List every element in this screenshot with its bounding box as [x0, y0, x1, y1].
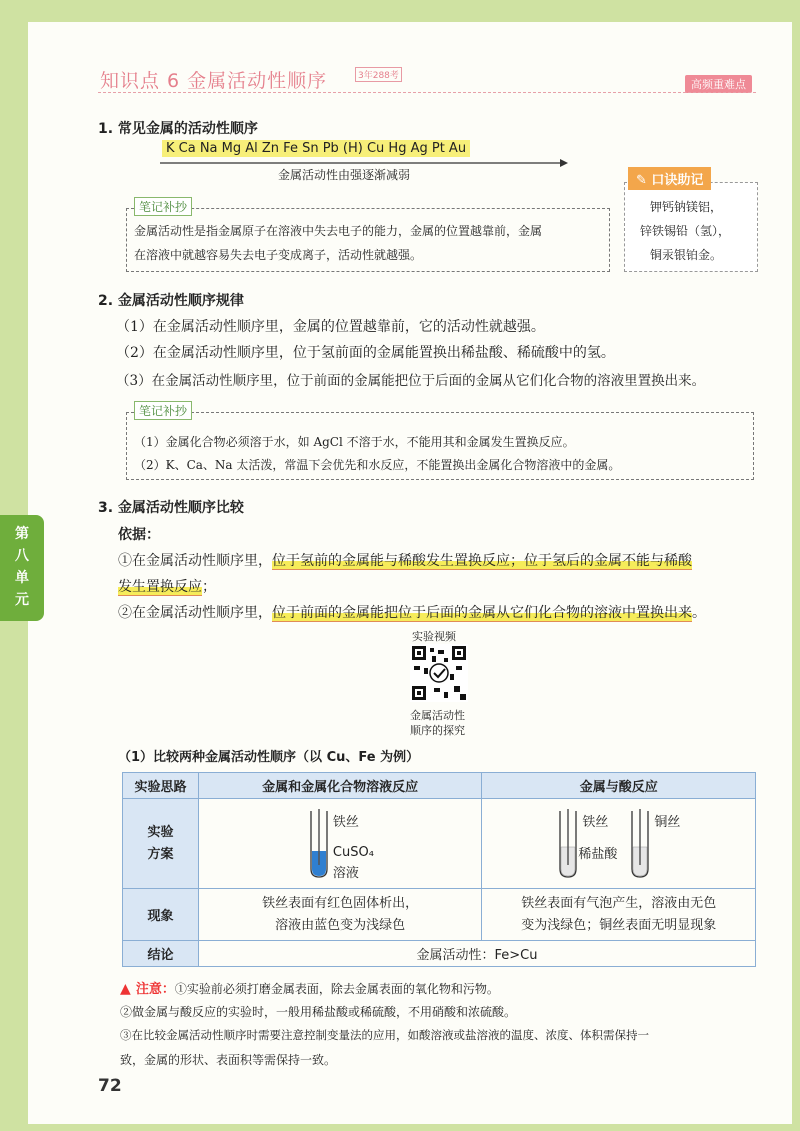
warning-icon: ▲ — [120, 981, 131, 997]
table-row-plan — [123, 799, 756, 889]
th-col2: 金属与酸反应 — [482, 773, 756, 799]
unit-side-tab-label: 第八单元 — [15, 526, 29, 608]
test-tube-icon — [556, 807, 580, 881]
test-tube-icon — [628, 807, 652, 881]
video-caption-1: 金属活动性 — [410, 709, 465, 722]
table-row-phenomenon — [123, 889, 756, 941]
rule-1: （1）在金属活动性顺序里，金属的位置越靠前，它的活动性就越强。 — [116, 319, 545, 335]
th-idea: 实验思路 — [123, 773, 199, 799]
phen-cell-2: 铁丝表面有气泡产生，溶液由无色 变为浅绿色；铜丝表面无明显现象 — [482, 889, 756, 941]
note1-line2: 在溶液中就越容易失去电子变成离子，活动性就越强。 — [134, 248, 423, 262]
qr-code-icon[interactable] — [410, 644, 468, 702]
table-row-conclusion — [123, 941, 756, 967]
basis-label: 依据： — [118, 527, 160, 543]
mnemonic-title: ✎ 口诀助记 — [628, 167, 711, 190]
table-header-row — [123, 773, 756, 799]
row-label-phenomenon: 现象 — [123, 889, 199, 941]
note2-line1: （1）金属化合物必须溶于水，如 AgCl 不溶于水，不能用其和金属发生置换反应。 — [134, 435, 575, 449]
plan1-solution-2: 溶液 — [332, 866, 359, 881]
conclusion-cell: 金属活动性：Fe>Cu — [198, 941, 755, 967]
mnemonic-line-3: 铜汞银铂金。 — [650, 248, 723, 262]
warning-line-3a: ③在比较金属活动性顺序时需要注意控制变量法的应用，如酸溶液或盐溶液的温度、浓度、体积需保持一 — [120, 1028, 649, 1042]
basis-1-highlight: 位于氢前的金属能与稀酸发生置换反应；位于氢后的金属不能与稀酸 — [272, 553, 692, 569]
sec2-title: 2. 金属活动性顺序规律 — [98, 293, 244, 309]
note-tag-2: 笔记补抄 — [134, 401, 192, 420]
mnemonic-line-2: 锌铁锡铅（氢）， — [640, 224, 731, 238]
plan2-wire2: 铜丝 — [654, 815, 681, 830]
plan2-wire1: 铁丝 — [582, 815, 609, 830]
section-title: 知识点 6 金属活动性顺序 — [100, 70, 328, 92]
warning-line-1: ▲ 注意：①实验前必须打磨金属表面，除去金属表面的氧化物和污物。 — [120, 981, 499, 997]
plan2-acid: 稀盐酸 — [578, 847, 618, 862]
th-col1: 金属和金属化合物溶液反应 — [198, 773, 482, 799]
exam-count-badge: 3年288考 — [355, 67, 402, 82]
sec1-title: 1. 常见金属的活动性顺序 — [98, 121, 258, 137]
basis-1-line1: ①在金属活动性顺序里，位于氢前的金属能与稀酸发生置换反应；位于氢后的金属不能与稀酸 — [118, 553, 692, 569]
basis-2: ②在金属活动性顺序里，位于前面的金属能把位于后面的金属从它们化合物的溶液中置换出来。 — [118, 605, 706, 621]
page-number: 72 — [98, 1076, 122, 1096]
plan-cell-1 — [198, 799, 482, 889]
note1-line1: 金属活动性是指金属原子在溶液中失去电子的能力，金属的位置越靠前，金属 — [134, 224, 543, 238]
basis-1-line2: 发生置换反应； — [118, 579, 216, 595]
warning-line-2: ②做金属与酸反应的实验时，一般用稀盐酸或稀硫酸，不用硝酸和浓硫酸。 — [120, 1005, 517, 1019]
rule-2: （2）在金属活动性顺序里，位于氢前面的金属能置换出稀盐酸、稀硫酸中的氢。 — [116, 345, 615, 361]
video-caption-2: 顺序的探究 — [410, 724, 465, 737]
sub1-title: （1）比较两种金属活动性顺序（以 Cu、Fe 为例） — [118, 750, 420, 765]
rule-3: （3）在金属活动性顺序里，位于前面的金属能把位于后面的金属从它们化合物的溶液里置换出来。 — [116, 373, 706, 389]
basis-2-highlight: 位于前面的金属能把位于后面的金属从它们化合物的溶液中置换出来 — [272, 605, 692, 621]
sec3-title: 3. 金属活动性顺序比较 — [98, 500, 244, 516]
plan1-solution: CuSO₄ — [332, 845, 374, 860]
mnemonic-line-1: 钾钙钠镁铝， — [650, 200, 723, 214]
unit-side-tab[interactable] — [0, 515, 44, 621]
test-tube-icon — [307, 807, 331, 881]
priority-badge: 高频重难点 — [685, 75, 752, 93]
experiment-table — [122, 772, 756, 967]
note2-line2: （2）K、Ca、Na 太活泼，常温下会优先和水反应，不能置换出金属化合物溶液中的金属。 — [134, 458, 621, 472]
note-tag-1: 笔记补抄 — [134, 197, 192, 216]
pencil-icon: ✎ — [636, 173, 652, 188]
row-label-plan: 实验方案 — [123, 799, 199, 889]
video-label: 实验视频 — [412, 630, 456, 643]
plan-cell-2 — [482, 799, 756, 889]
plan1-wire: 铁丝 — [332, 815, 359, 830]
header-divider — [98, 92, 756, 93]
basis-1-highlight-2: 发生置换反应 — [118, 579, 202, 595]
metal-series: K Ca Na Mg Al Zn Fe Sn Pb (H) Cu Hg Ag Pt Au — [162, 140, 470, 157]
phen-cell-1: 铁丝表面有红色固体析出， 溶液由蓝色变为浅绿色 — [198, 889, 482, 941]
warning-line-3b: 致，金属的形状、表面积等需保持一致。 — [120, 1053, 337, 1067]
arrow-caption: 金属活动性由强逐渐减弱 — [278, 168, 411, 182]
row-label-conclusion: 结论 — [123, 941, 199, 967]
